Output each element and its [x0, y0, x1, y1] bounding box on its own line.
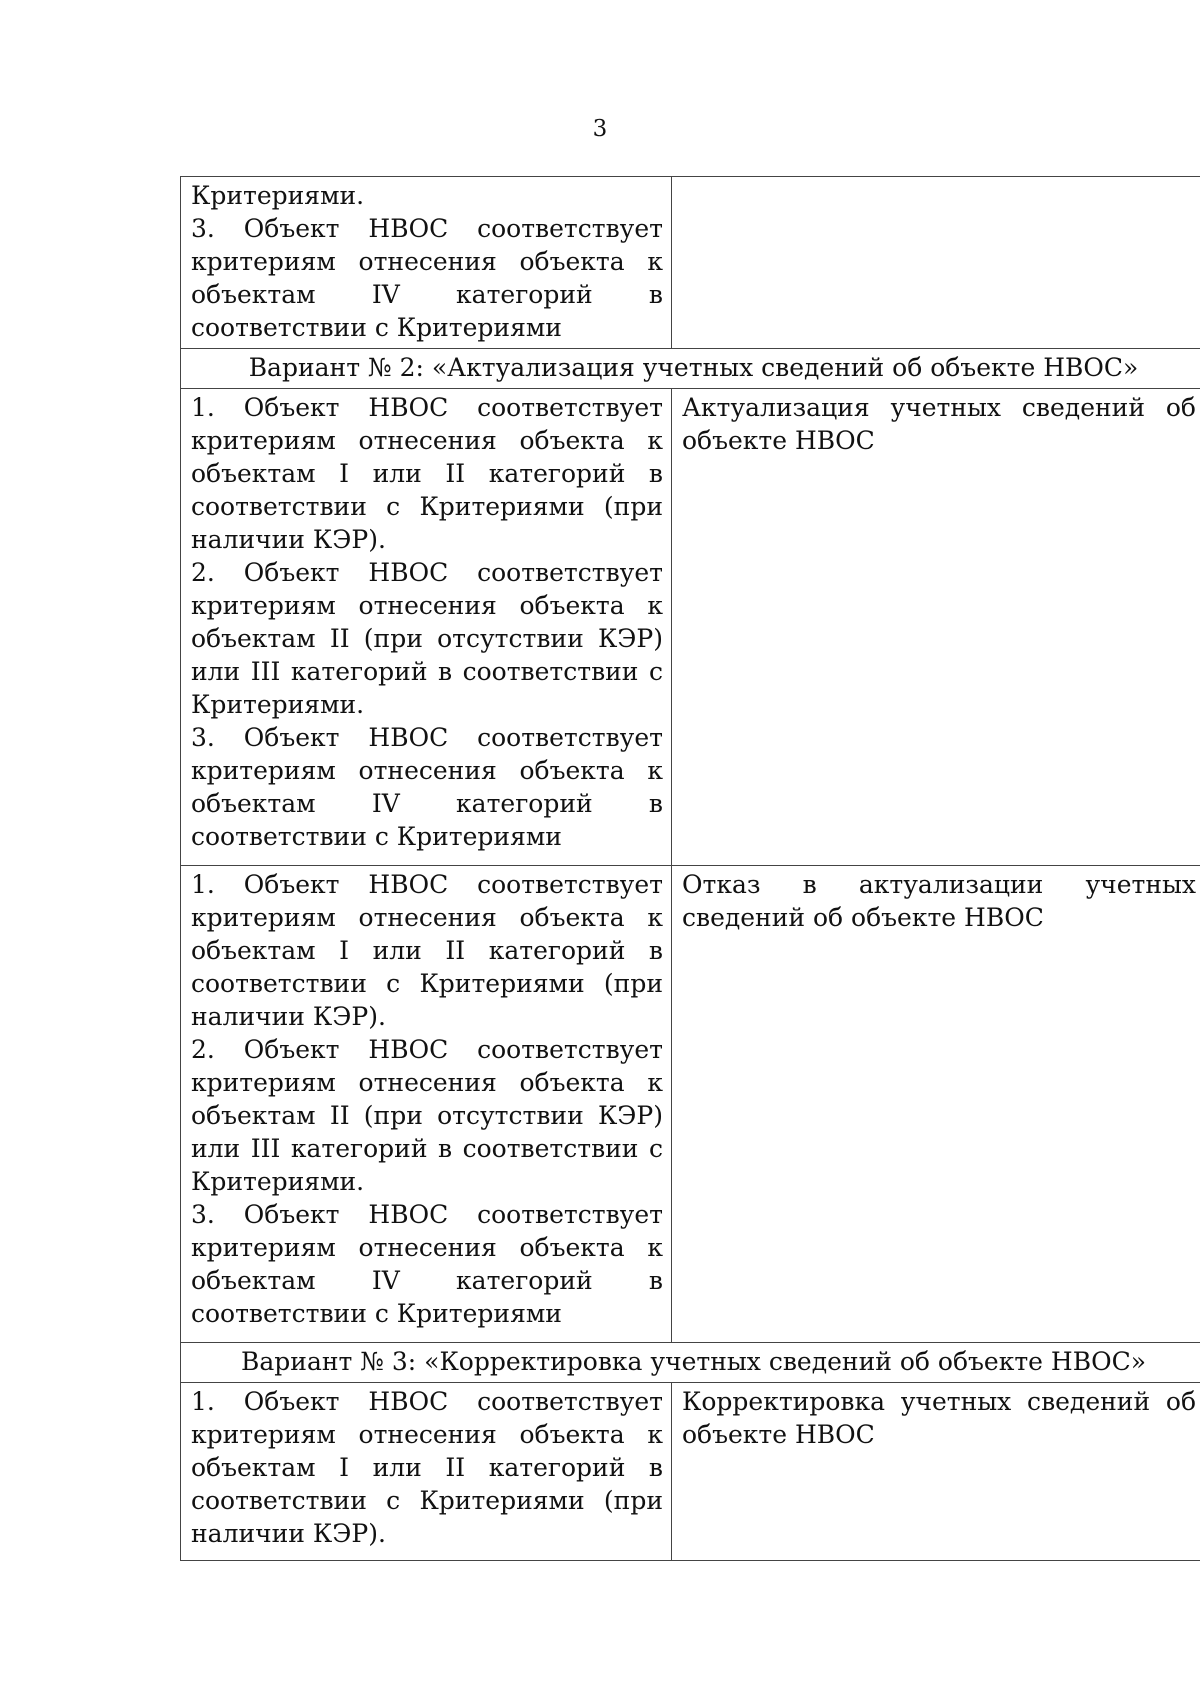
- result-text: Корректировка учетных сведений об объекте НВОС: [682, 1387, 1196, 1449]
- table-row: [181, 177, 1200, 349]
- page-number: 3: [592, 116, 608, 142]
- condition-item: 3. Объект НВОС соответствует критериям отнесения объекта к объектам IV категорий в соответствии с Критериями: [191, 723, 663, 851]
- result-cell: [672, 1383, 1200, 1561]
- condition-item: Критериями.: [191, 181, 365, 210]
- table-row: [181, 1343, 1200, 1383]
- condition-item: 3. Объект НВОС соответствует критериям отнесения объекта к объектам IV категорий в соответствии с Критериями: [191, 1200, 663, 1328]
- table-row: [181, 349, 1200, 389]
- result-cell: [672, 866, 1200, 1343]
- conditions-cell: [181, 177, 672, 349]
- table-row: [181, 1383, 1200, 1561]
- condition-item: 2. Объект НВОС соответствует критериям отнесения объекта к объектам II (при отсутствии КЭР) или III категорий в соответствии с Критериями.: [191, 558, 663, 719]
- conditions-cell: [181, 1383, 672, 1561]
- result-text: Актуализация учетных сведений об объекте НВОС: [682, 393, 1196, 455]
- result-cell: [672, 389, 1200, 866]
- conditions-cell: [181, 389, 672, 866]
- condition-item: 2. Объект НВОС соответствует критериям отнесения объекта к объектам II (при отсутствии КЭР) или III категорий в соответствии с Критериями.: [191, 1035, 663, 1196]
- result-text: Отказ в актуализации учетных сведений об объекте НВОС: [682, 870, 1196, 932]
- document-table: [180, 176, 1200, 1561]
- table-row: [181, 866, 1200, 1343]
- table-row: [181, 389, 1200, 866]
- condition-item: 1. Объект НВОС соответствует критериям отнесения объекта к объектам I или II категорий в соответствии с Критериями (при наличии КЭР).: [191, 870, 663, 1031]
- condition-item: 1. Объект НВОС соответствует критериям отнесения объекта к объектам I или II категорий в соответствии с Критериями (при наличии КЭР).: [191, 1387, 663, 1548]
- condition-item: 1. Объект НВОС соответствует критериям отнесения объекта к объектам I или II категорий в соответствии с Критериями (при наличии КЭР).: [191, 393, 663, 554]
- result-cell: [672, 177, 1200, 349]
- conditions-cell: [181, 866, 672, 1343]
- variant-3-header: Вариант № 3: «Корректировка учетных сведений об объекте НВОС»: [181, 1343, 1200, 1383]
- variant-2-header: Вариант № 2: «Актуализация учетных сведений об объекте НВОС»: [181, 349, 1200, 389]
- condition-item: 3. Объект НВОС соответствует критериям отнесения объекта к объектам IV категорий в соответствии с Критериями: [191, 214, 663, 342]
